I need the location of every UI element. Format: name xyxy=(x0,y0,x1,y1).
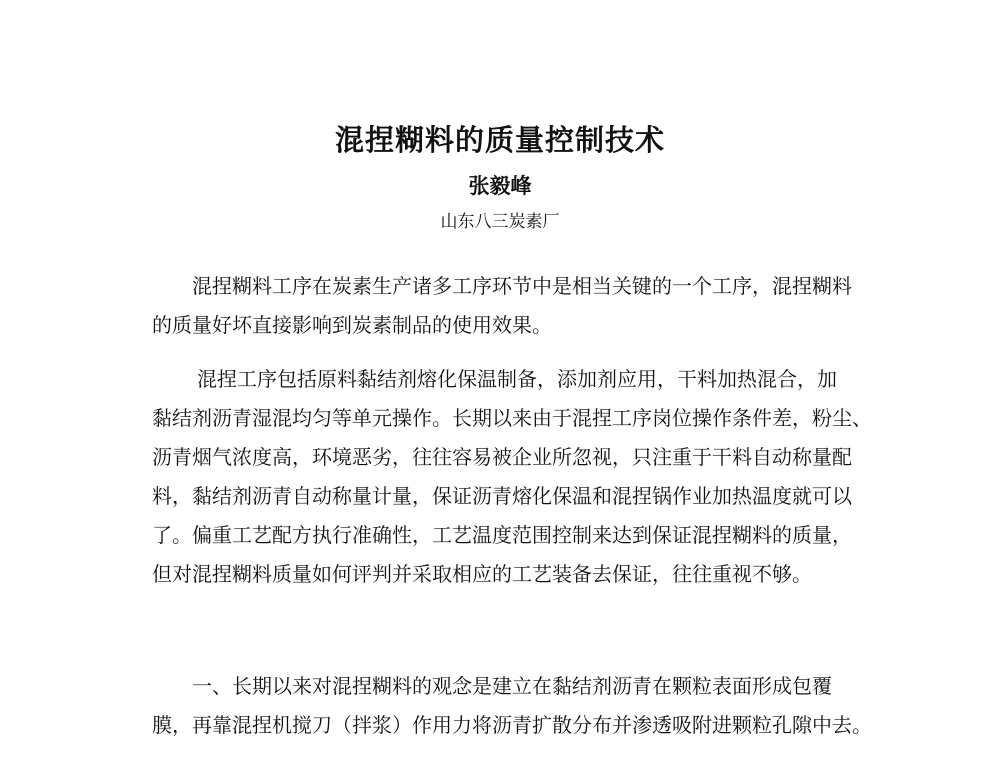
paragraph-line: 的质量好坏直接影响到炭素制品的使用效果。 xyxy=(152,313,552,337)
author-affiliation: 山东八三炭素厂 xyxy=(440,212,560,232)
paragraph-intro xyxy=(152,267,852,345)
paragraph-line: 沥青烟气浓度高，环境恶劣，往往容易被企业所忽视，只注重于干料自动称量配 xyxy=(152,445,852,469)
paragraph-line: 一、长期以来对混捏糊料的观念是建立在黏结剂沥青在颗粒表面形成包覆 xyxy=(192,674,832,698)
paragraph-line: 混捏工序包括原料黏结剂熔化保温制备，添加剂应用，干料加热混合，加 xyxy=(197,367,837,391)
paragraph-line: 黏结剂沥青湿混均匀等单元操作。长期以来由于混捏工序岗位操作条件差，粉尘、 xyxy=(152,406,872,430)
author-name: 张毅峰 xyxy=(468,173,532,198)
paragraph-line: 料，黏结剂沥青自动称量计量，保证沥青熔化保温和混捏锅作业加热温度就可以 xyxy=(152,484,852,508)
paragraph-line: 混捏糊料工序在炭素生产诸多工序环节中是相当关键的一个工序，混捏糊料 xyxy=(192,274,852,298)
paragraph-line: 膜，再靠混捏机搅刀（拌浆）作用力将沥青扩散分布并渗透吸附进颗粒孔隙中去。 xyxy=(152,713,872,737)
paragraph-line: 但对混捏糊料质量如何评判并采取相应的工艺装备去保证，往往重视不够。 xyxy=(152,562,812,586)
paper-title: 混捏糊料的质量控制技术 xyxy=(334,123,665,157)
paragraph-line: 了。偏重工艺配方执行准确性，工艺温度范围控制来达到保证混捏糊料的质量， xyxy=(152,523,852,547)
paragraph-section-one xyxy=(152,667,872,745)
paragraph-process xyxy=(152,360,872,594)
